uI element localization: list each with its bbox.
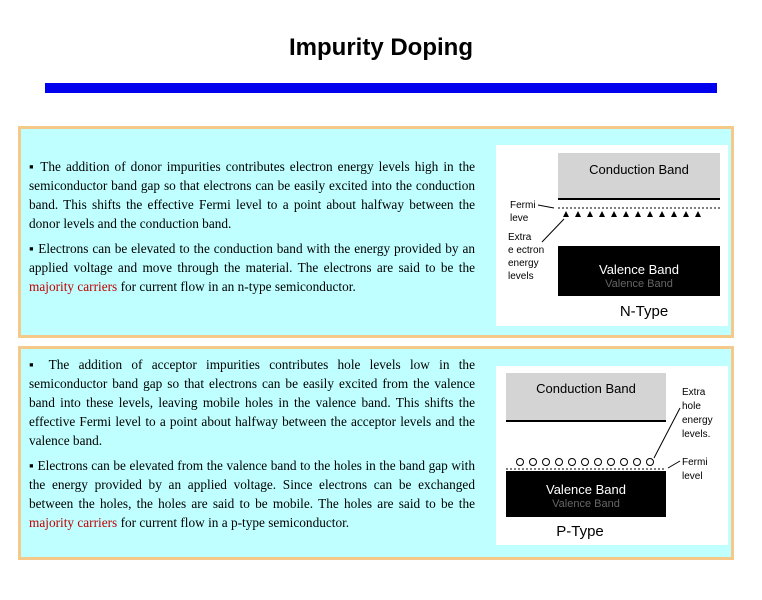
n-type-panel bbox=[18, 126, 734, 338]
p-extra-label-line1: Extra bbox=[682, 387, 706, 398]
p-extra-label-line3: energy bbox=[682, 415, 713, 426]
n-valence-band-shadow-label: Valence Band bbox=[605, 278, 673, 290]
p-fermi-pointer bbox=[668, 461, 680, 468]
title-underline-bar bbox=[45, 83, 717, 93]
p-extra-label-line4: levels. bbox=[682, 429, 711, 440]
p-type-bullet-2: ▪ Electrons can be elevated from the valence band to the holes in the band gap with the energy provided by an applied voltage. Since electrons can be exchanged between the holes, the holes are said to be mobile. The holes are said to be the majority carriers for current flow in a p-type semiconductor. bbox=[29, 458, 475, 530]
p-type-label: P-Type bbox=[556, 523, 604, 540]
n-type-bullet-2: ▪ Electrons can be elevated to the conduction band with the energy provided by an applied voltage and move through the material. The electrons are said to be the majority carriers for current flow in an n-type semiconductor. bbox=[29, 241, 475, 294]
p-type-panel bbox=[18, 346, 734, 560]
n-extra-label-line3: energy bbox=[508, 258, 539, 269]
n-type-text bbox=[29, 157, 475, 302]
n-fermi-pointer bbox=[538, 205, 554, 208]
p-valence-band-shadow-label: Valence Band bbox=[552, 498, 620, 510]
p-conduction-band-label: Conduction Band bbox=[536, 381, 636, 396]
n-extra-label-line4: levels bbox=[508, 271, 534, 282]
n-extra-pointer bbox=[542, 219, 564, 242]
n-type-label: N-Type bbox=[619, 303, 669, 320]
n-type-bullet-1: ▪ The addition of donor impurities contributes electron energy levels high in the semiconductor band gap so that electrons can be easily excited into the conduction band. This shifts the effective Fermi level to a point about halfway between the donor levels and the conduction band. bbox=[29, 159, 475, 231]
n-extra-label-line2: e ectron bbox=[508, 245, 545, 256]
p-fermi-label-line1: Fermi bbox=[682, 457, 708, 468]
n-fermi-label-line1: Fermi bbox=[510, 200, 536, 211]
p-type-bullet-2-post: for current flow in a p-type semiconductor. bbox=[117, 515, 350, 530]
p-acceptor-holes bbox=[517, 459, 654, 466]
p-type-bullet-1-text: The addition of acceptor impurities contributes hole levels low in the semiconductor band gap so that electrons can be easily excited from the valence band into these levels, leaving mobile holes in the valence band. This shifts the effective Fermi level to a point about halfway between the acceptor levels and the valence band. bbox=[29, 357, 475, 448]
p-type-band-diagram bbox=[496, 366, 728, 545]
n-conduction-band-label: Conduction Band bbox=[589, 162, 689, 177]
n-type-bullet-2-post: for current flow in an n-type semiconductor. bbox=[117, 279, 356, 294]
n-extra-label-line1: Extra bbox=[508, 232, 532, 243]
n-type-band-diagram bbox=[496, 145, 728, 326]
p-fermi-label-line2: level bbox=[682, 471, 703, 482]
n-type-majority-carriers-link: majority carriers bbox=[29, 279, 118, 294]
p-type-bullet-2-pre: Electrons can be elevated from the valence band to the holes in the band gap with the energy provided by an applied voltage. Since electrons can be exchanged between the holes, the holes are said to be mobile. The holes are said to be the bbox=[29, 458, 475, 511]
p-extra-label-line2: hole bbox=[682, 401, 701, 412]
p-type-text bbox=[29, 355, 475, 538]
n-valence-band-label: Valence Band bbox=[599, 262, 679, 277]
n-donor-levels bbox=[563, 211, 701, 217]
p-valence-band-label: Valence Band bbox=[546, 482, 626, 497]
page-title: Impurity Doping bbox=[289, 34, 473, 61]
n-type-bullet-2-pre: Electrons can be elevated to the conduction band with the energy provided by an applied voltage and move through the material. The electrons are said to be the bbox=[29, 241, 475, 275]
n-fermi-label-line2: leve bbox=[510, 213, 529, 224]
p-type-bullet-1: ▪ The addition of acceptor impurities contributes hole levels low in the semiconductor band gap so that electrons can be easily excited from the valence band into these levels, leaving mobile holes in the valence band. This shifts the effective Fermi level to a point about halfway between the acceptor levels and the valence band. bbox=[29, 357, 475, 448]
p-type-majority-carriers-link: majority carriers bbox=[29, 515, 118, 530]
n-type-bullet-1-text: The addition of donor impurities contributes electron energy levels high in the semiconductor band gap so that electrons can be easily excited into the conduction band. This shifts the effective Fermi level to a point about halfway between the donor levels and the conduction band. bbox=[29, 159, 475, 231]
